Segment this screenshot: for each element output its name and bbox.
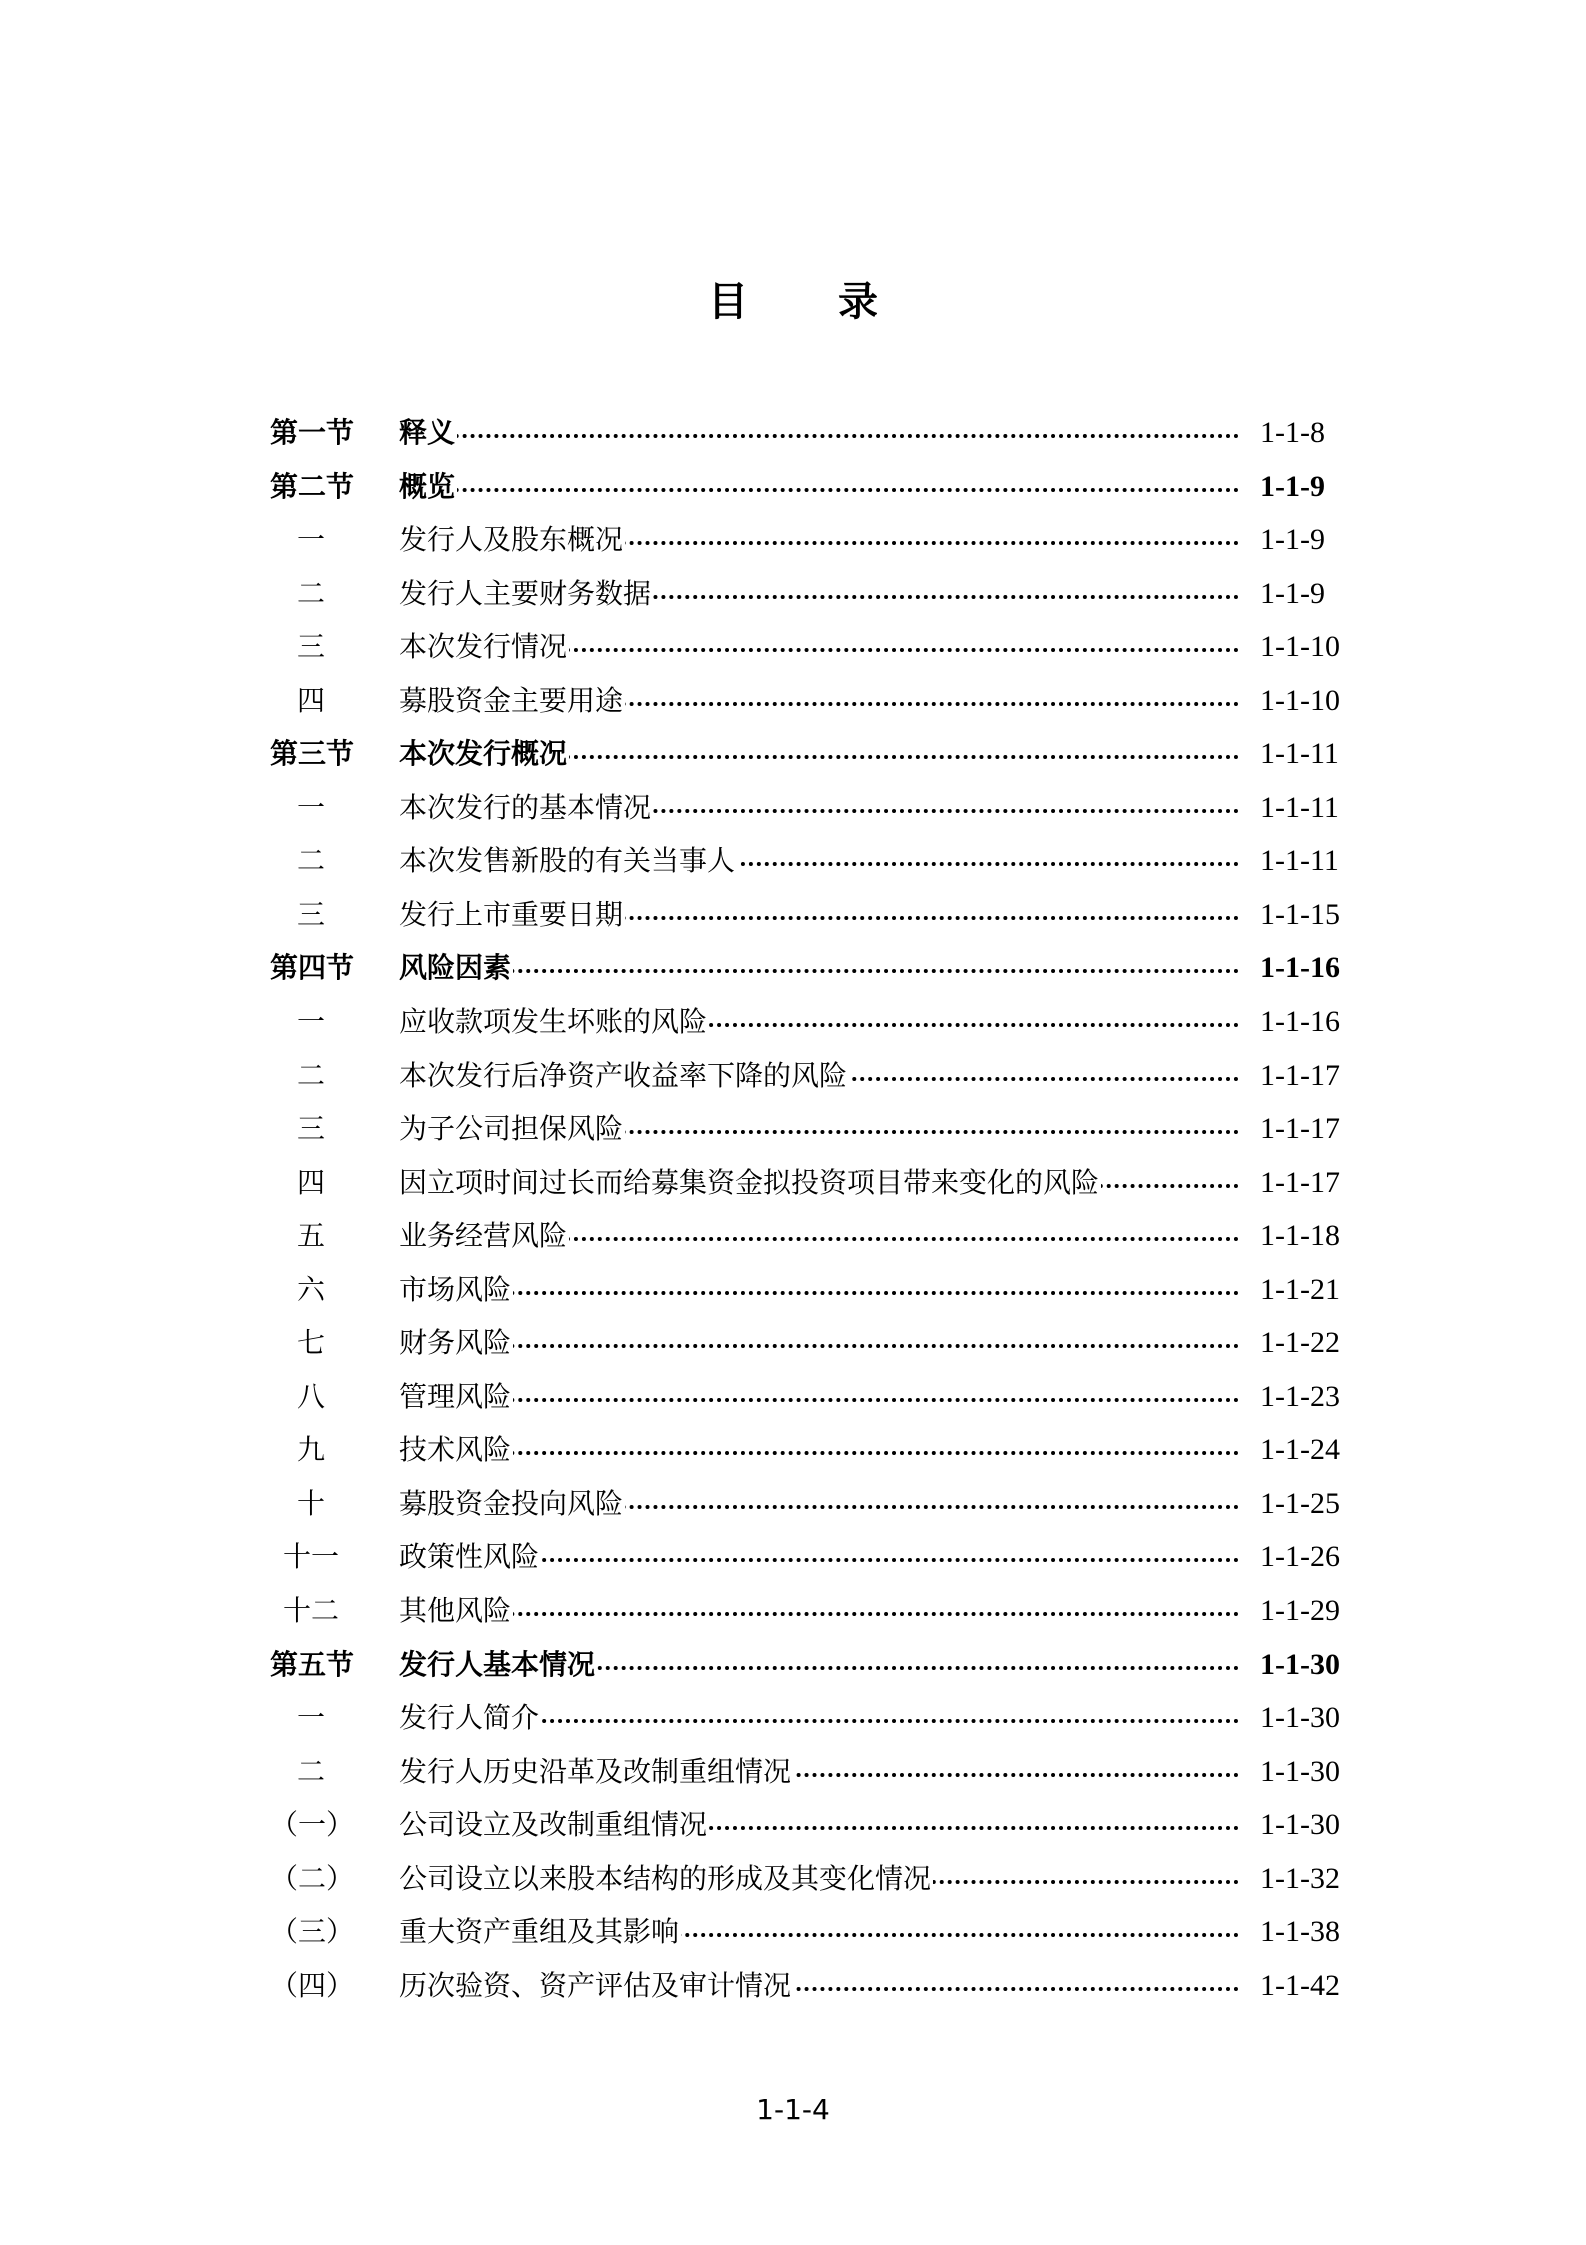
toc-item-row[interactable] [270,1584,1350,1638]
toc-entry-number: 二 [296,1058,325,1092]
toc-entry-title: 本次发售新股的有关当事人 [399,834,737,888]
toc-entry-number: （一） [270,1808,355,1842]
toc-entry-title: 概览 [399,460,457,514]
toc-item-row[interactable] [270,1959,1350,2013]
toc-entry-title: 风险因素 [399,941,513,995]
toc-entry-number: 一 [296,790,325,824]
toc-page-number: 1-1-10 [1260,630,1340,664]
toc-entry-title: 市场风险 [399,1263,513,1317]
toc-entry-number: 十一 [282,1540,339,1574]
toc-entry-title: 历次验资、资产评估及审计情况 [399,1959,793,2013]
toc-entry-number: 八 [296,1379,325,1413]
toc-page-number: 1-1-26 [1260,1540,1340,1574]
toc-entry-title: 本次发行概况 [399,727,569,781]
toc-page-number: 1-1-11 [1260,737,1339,771]
toc-item-row[interactable] [270,1370,1350,1424]
toc-item-row[interactable] [270,1423,1350,1477]
toc-item-row[interactable] [270,995,1350,1049]
toc-entry-number: 三 [296,897,325,931]
toc-entry-title: 为子公司担保风险 [399,1102,625,1156]
toc-entry-number: 第二节 [270,469,355,503]
toc-page-number: 1-1-30 [1260,1701,1340,1735]
toc-page-number: 1-1-9 [1260,523,1325,557]
toc-entry-number: 五 [296,1219,325,1253]
toc-page-number: 1-1-21 [1260,1272,1340,1306]
toc-item-row[interactable] [270,1477,1350,1531]
toc-entry-title: 公司设立以来股本结构的形成及其变化情况 [399,1852,933,1906]
toc-entry-number: 十二 [282,1594,339,1628]
page-title: 目 录 [708,279,916,325]
toc-entry-title: 管理风险 [399,1370,513,1424]
toc-entry-number: 一 [296,523,325,557]
toc-item-row[interactable] [270,513,1350,567]
toc-entry-number: （二） [270,1861,355,1895]
toc-entry-number: 二 [296,844,325,878]
page-number-footer: 1-1-4 [756,2093,830,2126]
toc-entry-title: 技术风险 [399,1423,513,1477]
toc-entry-number: 第三节 [270,737,355,771]
toc-item-row[interactable] [270,1798,1350,1852]
toc-page-number: 1-1-30 [1260,1647,1340,1681]
table-of-contents [270,406,1350,2012]
toc-item-row[interactable] [270,1316,1350,1370]
toc-item-row[interactable] [270,834,1350,888]
toc-page-number: 1-1-10 [1260,683,1340,717]
toc-entry-title: 发行人主要财务数据 [399,567,653,621]
toc-page-number: 1-1-9 [1260,576,1325,610]
toc-entry-number: 三 [296,1112,325,1146]
toc-entry-number: （四） [270,1968,355,2002]
toc-page-number: 1-1-15 [1260,897,1340,931]
toc-item-row[interactable] [270,1156,1350,1210]
toc-item-row[interactable] [270,1209,1350,1263]
toc-page-number: 1-1-11 [1260,844,1339,878]
toc-page-number: 1-1-42 [1260,1968,1340,2002]
toc-page-number: 1-1-25 [1260,1486,1340,1520]
toc-entry-title: 业务经营风险 [399,1209,569,1263]
toc-entry-number: 六 [296,1272,325,1306]
toc-entry-title: 本次发行后净资产收益率下降的风险 [399,1049,849,1103]
toc-section-row[interactable] [270,406,1350,460]
toc-entry-number: 四 [296,683,325,717]
toc-entry-number: 第四节 [270,951,355,985]
toc-entry-title: 本次发行情况 [399,620,569,674]
toc-item-row[interactable] [270,1263,1350,1317]
toc-section-row[interactable] [270,1638,1350,1692]
toc-page-number: 1-1-24 [1260,1433,1340,1467]
toc-item-row[interactable] [270,1852,1350,1906]
toc-page-number: 1-1-17 [1260,1165,1340,1199]
toc-entry-title: 发行人历史沿革及改制重组情况 [399,1745,793,1799]
toc-page-number: 1-1-32 [1260,1861,1340,1895]
toc-entry-number: 九 [296,1433,325,1467]
toc-entry-number: 一 [296,1005,325,1039]
toc-item-row[interactable] [270,1691,1350,1745]
toc-entry-title: 发行人及股东概况 [399,513,625,567]
toc-page-number: 1-1-29 [1260,1594,1340,1628]
toc-entry-title: 因立项时间过长而给募集资金拟投资项目带来变化的风险 [399,1156,1101,1210]
toc-entry-title: 应收款项发生坏账的风险 [399,995,709,1049]
toc-page-number: 1-1-16 [1260,951,1340,985]
toc-item-row[interactable] [270,674,1350,728]
toc-section-row[interactable] [270,727,1350,781]
toc-entry-title: 重大资产重组及其影响 [399,1905,681,1959]
toc-page-number: 1-1-17 [1260,1058,1340,1092]
toc-page-number: 1-1-38 [1260,1915,1340,1949]
toc-entry-title: 释义 [399,406,457,460]
toc-entry-title: 政策性风险 [399,1530,541,1584]
toc-item-row[interactable] [270,1745,1350,1799]
toc-entry-title: 公司设立及改制重组情况 [399,1798,709,1852]
toc-section-row[interactable] [270,460,1350,514]
toc-entry-number: 二 [296,1754,325,1788]
toc-entry-number: 七 [296,1326,325,1360]
toc-entry-title: 募股资金主要用途 [399,674,625,728]
toc-page-number: 1-1-16 [1260,1005,1340,1039]
toc-section-row[interactable] [270,941,1350,995]
toc-entry-title: 发行人简介 [399,1691,541,1745]
toc-entry-number: 四 [296,1165,325,1199]
toc-item-row[interactable] [270,1102,1350,1156]
toc-entry-title: 发行人基本情况 [399,1638,597,1692]
toc-page-number: 1-1-9 [1260,469,1325,503]
toc-item-row[interactable] [270,567,1350,621]
toc-entry-number: 十 [296,1486,325,1520]
toc-item-row[interactable] [270,1530,1350,1584]
toc-entry-title: 发行上市重要日期 [399,888,625,942]
toc-entry-number: 第五节 [270,1647,355,1681]
toc-page-number: 1-1-18 [1260,1219,1340,1253]
toc-page-number: 1-1-30 [1260,1754,1340,1788]
toc-page-number: 1-1-30 [1260,1808,1340,1842]
toc-entry-title: 本次发行的基本情况 [399,781,653,835]
toc-entry-number: 二 [296,576,325,610]
toc-item-row[interactable] [270,1049,1350,1103]
toc-entry-number: 三 [296,630,325,664]
toc-entry-title: 募股资金投向风险 [399,1477,625,1531]
toc-item-row[interactable] [270,1905,1350,1959]
toc-page-number: 1-1-17 [1260,1112,1340,1146]
toc-item-row[interactable] [270,620,1350,674]
toc-page-number: 1-1-23 [1260,1379,1340,1413]
toc-entry-number: （三） [270,1915,355,1949]
toc-item-row[interactable] [270,781,1350,835]
toc-page-number: 1-1-11 [1260,790,1339,824]
toc-entry-title: 财务风险 [399,1316,513,1370]
toc-entry-number: 第一节 [270,416,355,449]
toc-item-row[interactable] [270,888,1350,942]
toc-entry-title: 其他风险 [399,1584,513,1638]
toc-entry-number: 一 [296,1701,325,1735]
toc-page-number: 1-1-22 [1260,1326,1340,1360]
toc-page-number: 1-1-8 [1260,416,1325,449]
